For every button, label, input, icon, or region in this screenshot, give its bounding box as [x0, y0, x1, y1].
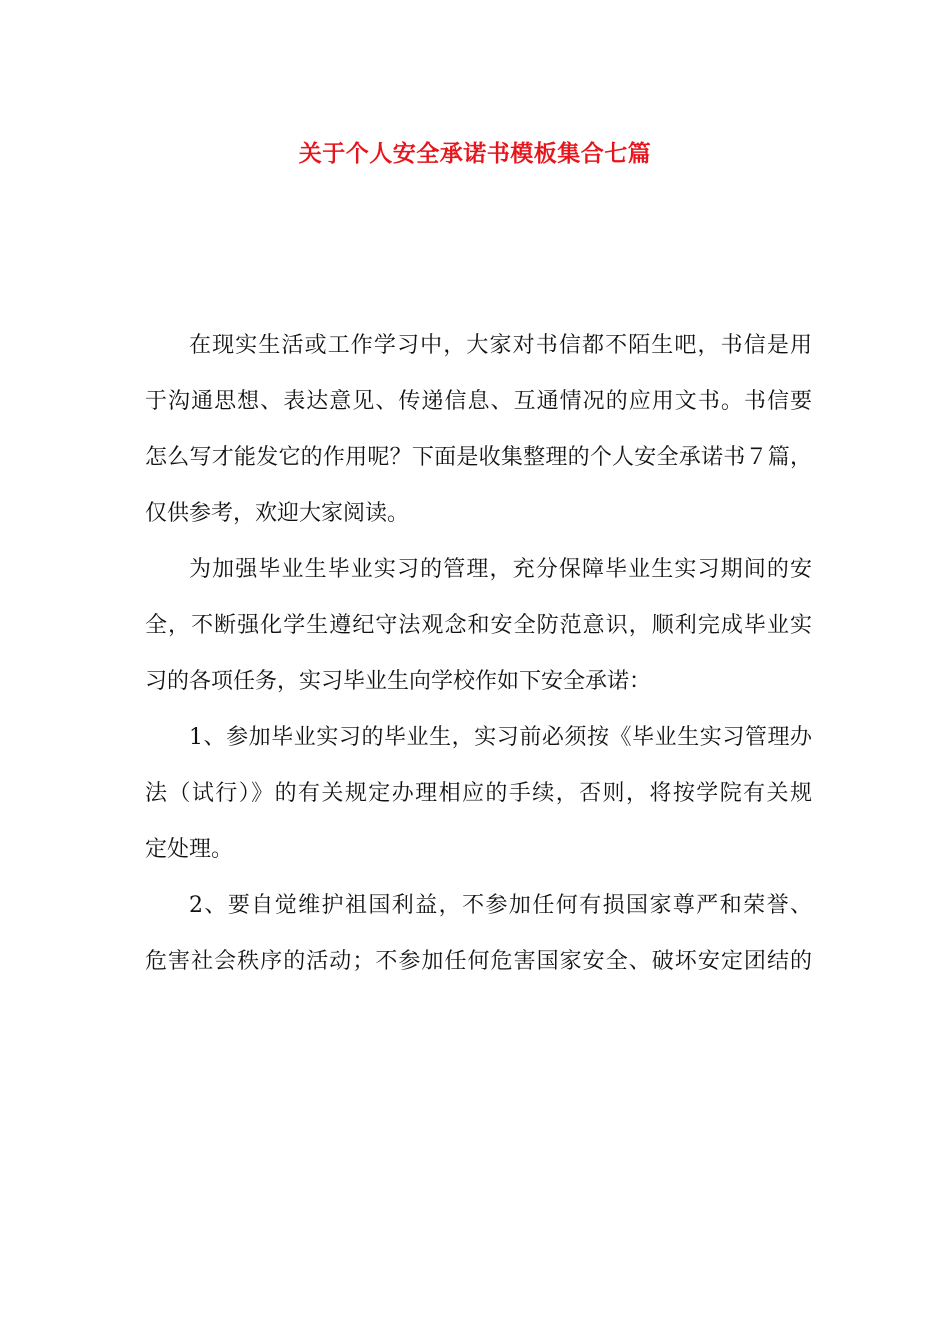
paragraph-3-line-3: 定处理。: [145, 837, 234, 862]
paragraph-3-line-2: 法（试行）》的有关规定办理相应的手续，否则，将按学院有关规: [145, 781, 812, 806]
paragraph-3-line-1: 1、参加毕业实习的毕业生，实习前必须按《毕业生实习管理办: [189, 725, 812, 750]
paragraph-4-line-1: 2、要自觉维护祖国利益，不参加任何有损国家尊严和荣誉、: [189, 893, 812, 918]
paragraph-2-line-1: 为加强毕业生毕业实习的管理，充分保障毕业生实习期间的安: [189, 557, 812, 582]
paragraph-2-line-3: 习的各项任务，实习毕业生向学校作如下安全承诺：: [145, 669, 652, 694]
document-title: 关于个人安全承诺书模板集合七篇: [298, 140, 652, 167]
paragraph-4-line-2: 危害社会秩序的活动；不参加任何危害国家安全、破坏安定团结的: [145, 949, 812, 974]
paragraph-1-line-1: 在现实生活或工作学习中，大家对书信都不陌生吧，书信是用: [189, 333, 812, 358]
document-body: [145, 318, 812, 990]
paragraph-1-line-2: 于沟通思想、表达意见、传递信息、互通情况的应用文书。书信要: [145, 389, 812, 414]
paragraph-1-line-4: 仅供参考，欢迎大家阅读。: [145, 501, 410, 526]
paragraph-1-line-3: 怎么写才能发它的作用呢？下面是收集整理的个人安全承诺书７篇，: [145, 445, 812, 470]
paragraph-2-line-2: 全，不断强化学生遵纪守法观念和安全防范意识，顺利完成毕业实: [145, 613, 812, 638]
